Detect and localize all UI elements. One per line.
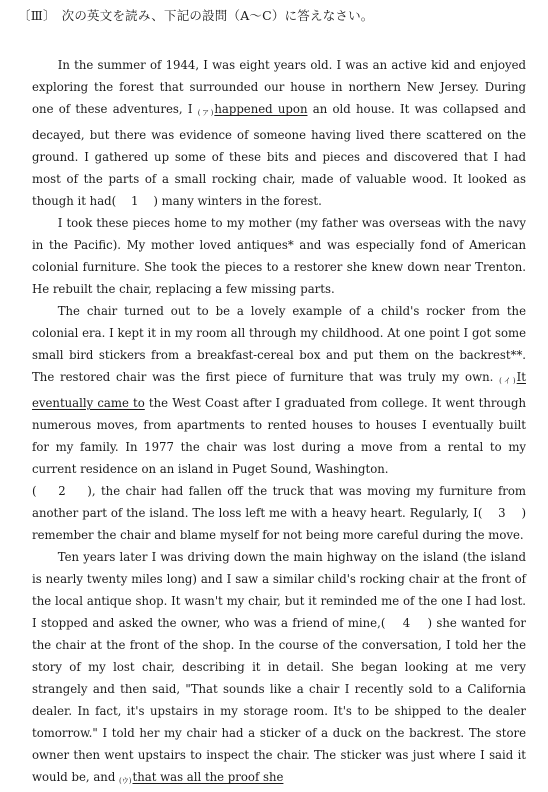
- blank-2: ( 2 ): [32, 484, 92, 498]
- paragraph-3: [32, 300, 526, 480]
- question-header: [18, 6, 374, 24]
- reading-passage: [32, 54, 526, 792]
- underlined-phrase-c: that was all the proof she: [132, 770, 284, 784]
- blank-1: ( 1 ): [111, 194, 158, 208]
- blank-3: ( 3 ): [477, 506, 526, 520]
- paragraph-5-text-a: Ten years later I was driving down the main highway on the island (the island is nearly twenty miles long) and I saw a similar child's rocking chair at the front of the local antique shop. It wasn't my chair, but it reminded me of the one I had lost. I stopped and asked the owner, who was a friend of mine,: [32, 550, 526, 630]
- paragraph-1-text-b: an old house. It was collapsed and decayed, but there was evidence of someone having lived there scattered on the ground. I gathered up some of these bits and pieces and discovered that I had most of the parts of a small rocking chair, made of valuable wood. It looked as though it had: [32, 102, 526, 208]
- question-instruction: 次の英文を読み、下記の設問（A～C）に答えなさい。: [61, 8, 374, 23]
- paragraph-1: [32, 54, 526, 212]
- paragraph-3-text-b: the West Coast after I graduated from college. It went through numerous moves, from apartments to rented houses to houses I eventually built for my family. In 1977 the chair was lost during a move from a rental to my current residence on an island in Puget Sound, Washington.: [32, 396, 526, 476]
- paragraph-2: I took these pieces home to my mother (my father was overseas with the navy in the Pacific). My mother loved antiques* and was especially fond of American colonial furniture. She took the pieces to a restorer she knew down near Trenton. He rebuilt the chair, replacing a few missing parts.: [32, 216, 526, 296]
- paragraph-1-text-a: In the summer of 1944, I was eight years old. I was an active kid and enjoyed exploring the forest that surrounded our house in northern New Jersey. During one of these adventures, I: [32, 58, 526, 116]
- underline-label-b: (イ): [499, 377, 516, 385]
- paragraph-5: [32, 546, 526, 792]
- paragraph-3-text-a: The chair turned out to be a lovely example of a child's rocker from the colonial era. I kept it in my room all through my childhood. At one point I got some small bird stickers from a breakfast-cereal box and put them on the backrest**. The restored chair was the first piece of furniture that was truly my own.: [32, 304, 526, 384]
- paragraph-5-text-b: she wanted for the chair at the front of the shop. In the course of the conversation, I told her the story of my lost chair, describing it in detail. She began looking at me very strangely and then said, "That sounds like a chair I recently sold to a California dealer. In fact, it's upstairs in my storage room. It's to be shipped to the dealer tomorrow." I told her my chair had a sticker of a duck on the backrest. The store owner then went upstairs to inspect the chair. The sticker was just where I said it would be, and: [32, 616, 526, 784]
- underlined-phrase-a: happened upon: [214, 102, 308, 116]
- paragraph-4-text-b: remember the chair and blame myself for not being more careful during the move.: [32, 528, 524, 542]
- underline-label-c: (ウ): [119, 777, 132, 785]
- blank-4: ( 4 ): [380, 616, 433, 630]
- underline-label-a: (ア): [197, 109, 214, 117]
- section-number: 〔Ⅲ〕: [18, 8, 56, 23]
- paragraph-4-text-a: , the chair had fallen off the truck that was moving my furniture from another part of the island. The loss left me with a heavy heart. Regularly, I: [32, 484, 526, 520]
- underlined-phrase-b: It eventually came to: [32, 370, 526, 410]
- paragraph-1-text-c: many winters in the forest.: [157, 194, 322, 208]
- paragraph-4: [32, 480, 526, 546]
